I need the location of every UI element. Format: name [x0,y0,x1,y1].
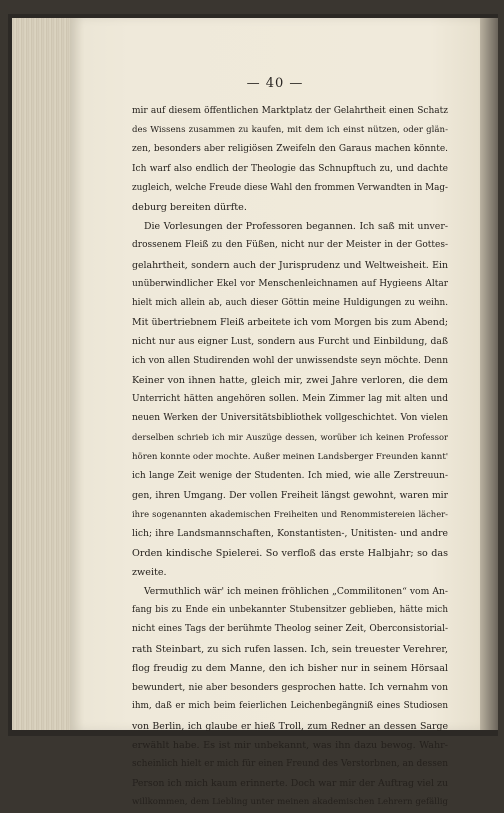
text-line: Ich warf also endlich der Theologie das Schnupftuch zu, und dachte [132,163,448,174]
page-edges [12,18,71,730]
text-line: Orden kindische Spielerei. So verfloß das erste Halbjahr; so das [132,547,448,559]
text-line: nicht nur aus eigner Lust, sondern aus Furcht und Einbildung, daß [132,336,448,348]
text-line: zen, besonders aber religiösen Zweifeln den Garaus machen könnte. [132,144,448,155]
body-text [132,102,448,813]
text-line: gen, ihren Umgang. Der vollen Freiheit längst gewohnt, waren mir [132,490,448,502]
text-line: rath Steinbart, zu sich rufen lassen. Ich, sein treuester Verehrer, [132,643,448,655]
text-line: scheinlich hielt er mich für einen Freund des Verstorbnen, an dessen [132,758,448,769]
text-line: gelahrtheit, sondern auch der Jurisprudenz und Weltweisheit. Ein [132,259,448,271]
text-line: hielt mich allein ab, auch dieser Göttin meine Huldigungen zu weihn. [132,298,448,309]
page-gutter-shadow [480,18,498,730]
text-line: willkommen, dem Liebling unter meinen akademischen Lehrern gefällig [132,797,448,808]
text-line: bewundert, nie aber besonders gesprochen hatte. Ich vernahm von [132,682,448,694]
text-line: unüberwindlicher Ekel vor Menschenleichnamen auf Hygieens Altar [132,278,448,289]
text-line: neuen Werken der Universitätsbibliothek vollgeschichtet. Von vielen [132,413,448,424]
text-line: Keiner von ihnen hatte, gleich mir, zwei Jahre verloren, die dem [132,374,448,386]
text-line: des Wissens zusammen zu kaufen, mit dem ich einst nützen, oder glän- [132,125,448,136]
text-line: von Berlin, ich glaube er hieß Troll, zum Redner an dessen Sarge [132,720,448,732]
text-line: erwählt habe. Es ist mir unbekannt, was ihn dazu bewog. Wahr- [132,739,448,751]
text-line: lich; ihre Landsmannschaften, Konstantisten-, Unitisten- und andre [132,528,448,540]
text-line: mir auf diesem öffentlichen Marktplatz der Gelahrtheit einen Schatz [132,106,448,116]
text-line: ihre sogenannten akademischen Freiheiten und Renommistereien lächer- [132,509,448,520]
book-page [70,18,480,808]
text-line: fang bis zu Ende ein unbekannter Stubensitzer geblieben, hätte mich [132,605,448,616]
text-line: Unterricht hätten angehören sollen. Mein Zimmer lag mit alten und [132,394,448,405]
text-line: ich von allen Studirenden wohl der unwissendste seyn möchte. Denn [132,355,448,366]
text-line: flog freudig zu dem Manne, den ich bisher nur in seinem Hörsaal [132,662,448,674]
text-line: deburg bereiten dürfte. [132,202,247,214]
text-line: drossenem Fleiß zu den Füßen, nicht nur der Meister in der Gottes- [132,240,448,251]
text-line: zugleich, welche Freude diese Wahl den frommen Verwandten in Mag- [132,182,448,193]
text-line: Person ich mich kaum erinnerte. Doch war mir der Auftrag viel zu [132,778,448,790]
text-line: zweite. [132,566,167,578]
text-line: nicht eines Tags der berühmte Theolog seiner Zeit, Oberconsistorial- [132,624,448,635]
text-line: ihm, daß er mich beim feierlichen Leichenbegängniß eines Studiosen [132,701,448,712]
text-line: hören konnte oder mochte. Außer meinen Landsberger Freunden kannt' [132,451,448,462]
page-number: — 40 — [246,76,304,91]
text-line: derselben schrieb ich mir Auszüge dessen, worüber ich keinen Professor [132,432,448,443]
text-line: ich lange Zeit wenige der Studenten. Ich mied, wie alle Zerstreuun- [132,470,448,481]
text-line: Vermuthlich wär' ich meinen fröhlichen „Commilitonen“ vom An- [144,586,448,598]
text-line: Die Vorlesungen der Professoren begannen. Ich saß mit unver- [144,221,448,233]
text-line: Mit übertriebnem Fleiß arbeitete ich vom Morgen bis zum Abend; [132,317,448,329]
